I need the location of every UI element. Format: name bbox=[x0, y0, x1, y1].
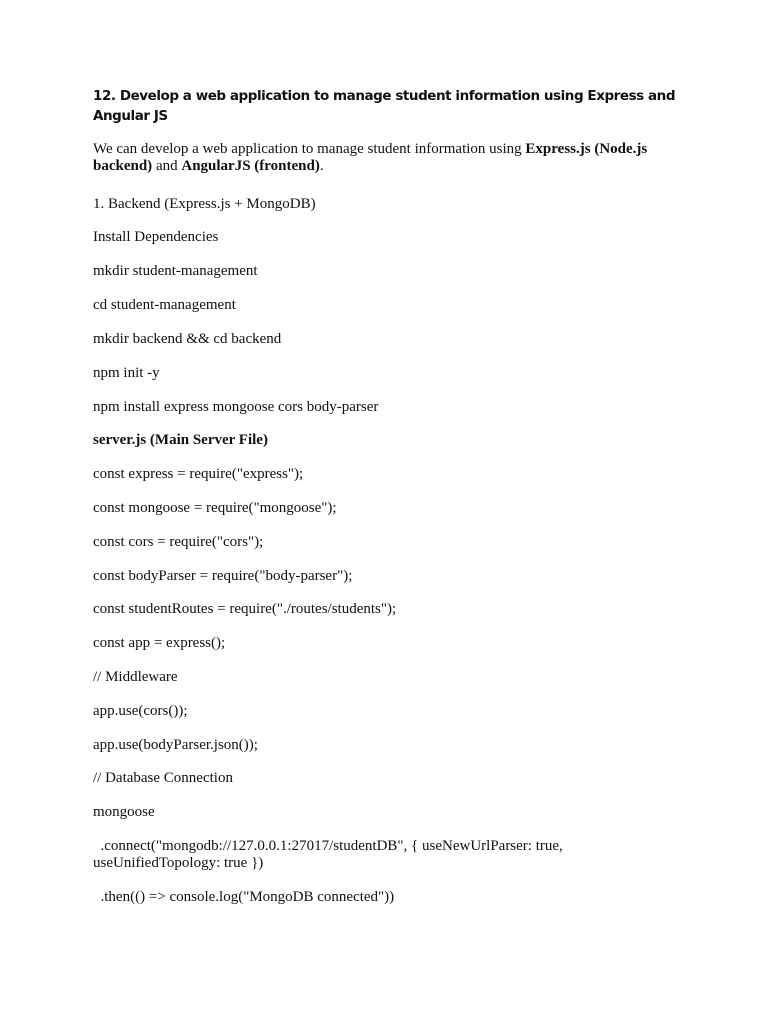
code-line: const bodyParser = require("body-parser"); bbox=[93, 568, 353, 584]
command-line: npm install express mongoose cors body-parser bbox=[93, 399, 379, 415]
intro-paragraph bbox=[93, 141, 683, 175]
intro-text-middle: and bbox=[152, 158, 182, 174]
command-line: npm init -y bbox=[93, 365, 160, 381]
code-line: mongoose bbox=[93, 804, 155, 820]
code-comment-line: // Database Connection bbox=[93, 770, 233, 786]
intro-text-suffix: . bbox=[319, 158, 324, 174]
code-line: const studentRoutes = require("./routes/students"); bbox=[93, 601, 397, 617]
code-line: const cors = require("cors"); bbox=[93, 534, 264, 550]
intro-angular-bold: AngularJS (frontend) bbox=[181, 158, 320, 174]
install-dependencies-title: Install Dependencies bbox=[93, 229, 219, 245]
code-line: const mongoose = require("mongoose"); bbox=[93, 500, 337, 516]
server-file-heading bbox=[93, 432, 268, 449]
code-line: const express = require("express"); bbox=[93, 466, 304, 482]
code-comment-line: // Middleware bbox=[93, 669, 178, 685]
backend-section-title: 1. Backend (Express.js + MongoDB) bbox=[93, 196, 316, 212]
intro-express-bold: Express.js (Node.js backend) bbox=[93, 141, 651, 174]
code-line: .connect("mongodb://127.0.0.1:27017/studentDB", { useNewUrlParser: true, useUnifiedTopology: true }) bbox=[93, 838, 567, 871]
intro-text-prefix: We can develop a web application to manage student information using bbox=[93, 141, 526, 157]
server-file-heading-bold: server.js (Main Server File) bbox=[93, 432, 268, 448]
code-line: .then(() => console.log("MongoDB connected")) bbox=[93, 889, 395, 905]
command-line: mkdir student-management bbox=[93, 263, 258, 279]
code-line: const app = express(); bbox=[93, 635, 226, 651]
command-line: mkdir backend && cd backend bbox=[93, 331, 282, 347]
document-heading: 12. Develop a web application to manage student information using Express and Angular JS bbox=[93, 88, 676, 124]
command-line: cd student-management bbox=[93, 297, 236, 313]
code-line: app.use(cors()); bbox=[93, 703, 188, 719]
code-line: app.use(bodyParser.json()); bbox=[93, 737, 258, 753]
